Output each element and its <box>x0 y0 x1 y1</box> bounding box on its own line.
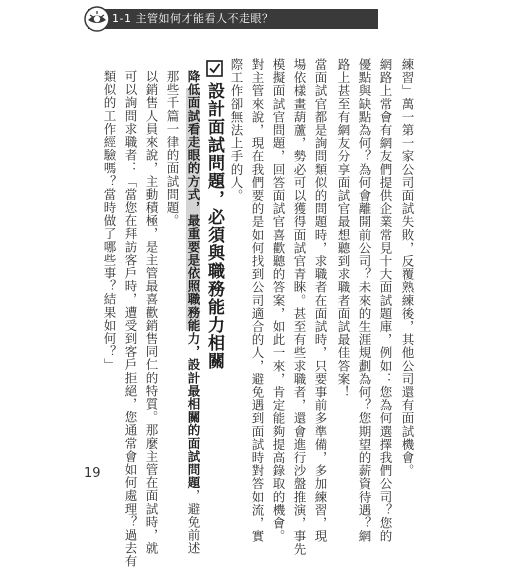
example-line-3: 類似的工作經驗嗎？當時做了哪些事？結果如何？」 <box>102 70 117 372</box>
body-line-4: 路上甚至有網友分享面試官最想聽到求職者面試最佳答案！ <box>336 58 351 399</box>
body-line-8: 對主管來說，現在我們要的是如何找到公司適合的人，避免遇到面試時對答如流，實 <box>250 58 265 543</box>
lead-highlight: 低面試看走眼的方式，最重要是依照職務能力，設計最相關的面試問題 <box>186 83 201 490</box>
body-line-9: 際工作卻無法上手的人。 <box>229 58 244 203</box>
lead-first-char: 降 <box>186 70 201 84</box>
checkbox-icon <box>206 60 223 77</box>
lead-line-1 <box>184 70 202 555</box>
body-line-2: 網路上常會有網友們提供企業常見十大面試題庫，例如：您為何選擇我們公司？您的 <box>378 58 393 543</box>
body-line-1: 練習」萬一第一家公司面試失敗，反覆熟練後，其他公司還有面試機會。 <box>400 58 415 478</box>
chapter-title: 1-1 主管如何才能看人不走眼？ <box>112 12 274 25</box>
page-number: 19 <box>84 466 101 481</box>
example-line-2: 可以詢問求職者：「當您在拜訪客戶時，遭受到客戶拒絕，您通常會如何處理？過去有 <box>123 70 138 568</box>
section-heading <box>202 60 228 370</box>
body-line-5: 當面試官都是詢問類似的問題時，求職者在面試時，只要事前多準備，多加練習，現 <box>313 58 328 543</box>
body-line-7: 模擬面試官問題，回答面試官喜歡聽的答案，如此一來，肯定能夠提高錄取的機會。 <box>271 58 286 543</box>
lead-suffix: ，避免前述 <box>186 489 201 555</box>
example-line-1: 以銷售人員來說，主動積極，是主管最喜歡銷售同仁的特質。那麼主管在面試時，就 <box>144 70 159 555</box>
section-heading-text: 設計面試問題，必須與職務能力相關 <box>204 82 224 370</box>
lead-line-2: 那些千篇一律的面試問題。 <box>165 70 180 228</box>
eye-logo-icon <box>84 6 110 32</box>
body-line-6: 場依樣畫葫蘆，勢必可以獲得面試官青睞。甚至有些求職者，還會進行沙盤推演，事先 <box>292 58 307 556</box>
body-line-3: 優點與缺點為何？為何會離開前公司？未來的生涯規劃為何？您期望的薪資待遇？網 <box>357 58 372 543</box>
